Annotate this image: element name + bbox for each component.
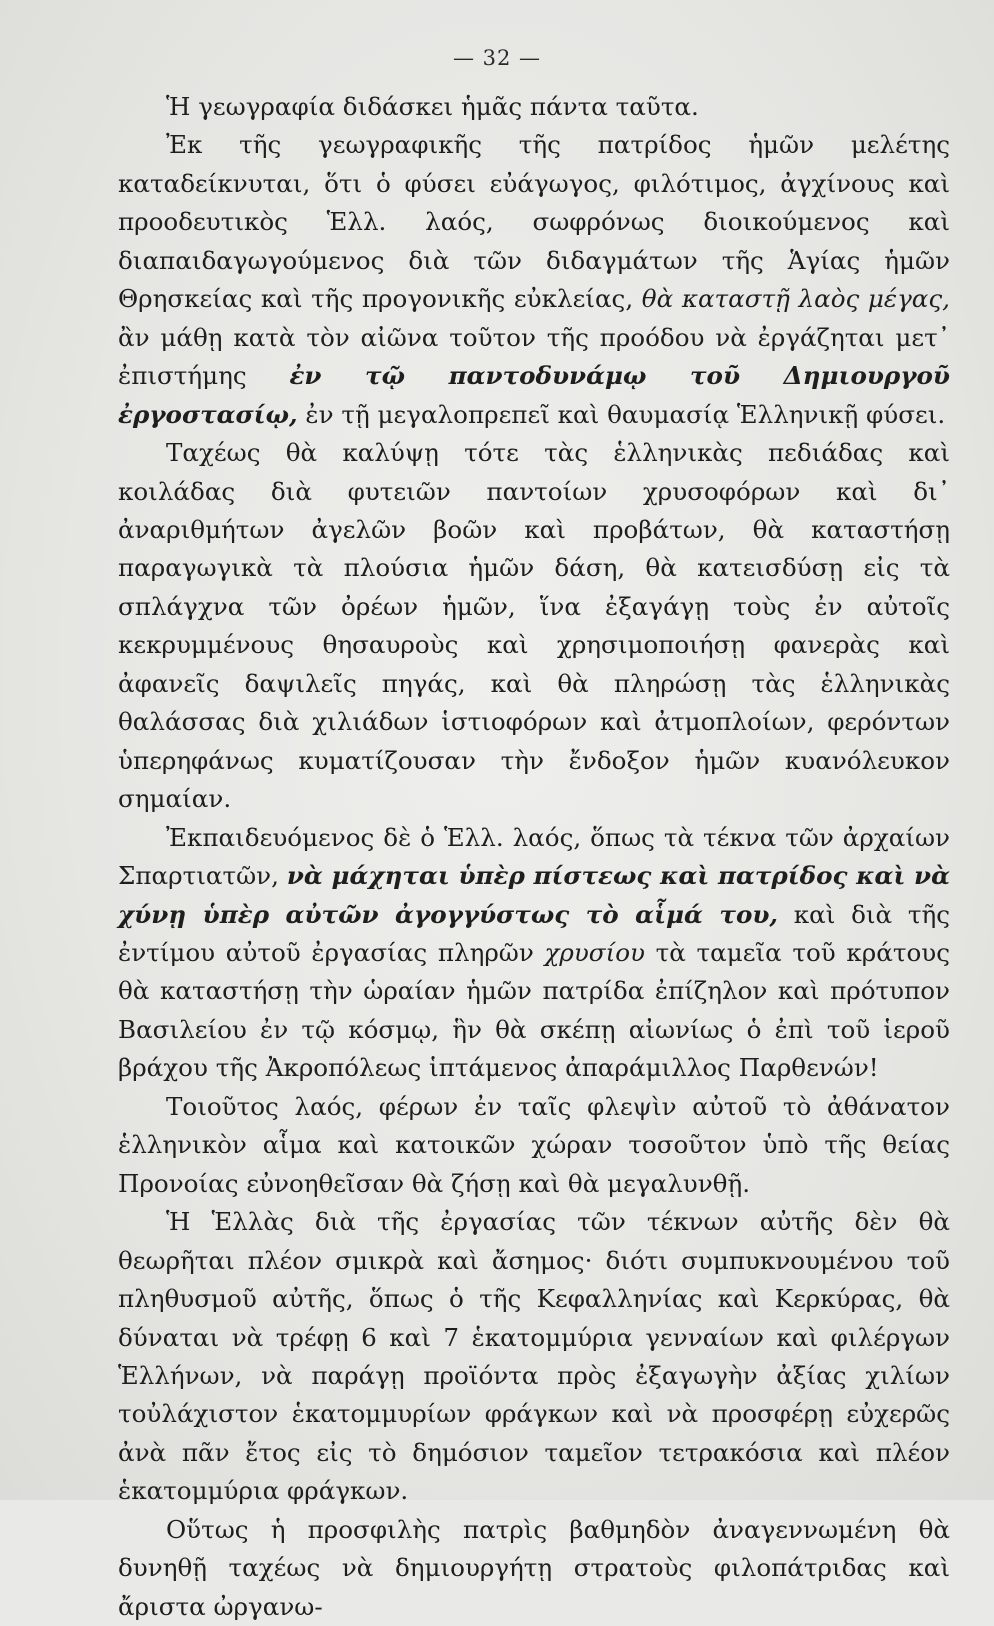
text-run: Ταχέως θὰ καλύψῃ τότε τὰς ἑλληνικὰς πεδιάδας καὶ κοιλάδας διὰ φυτειῶν παντοίων χρυσοφόρων καὶ δι᾽ ἀναριθμήτων ἀγελῶν βοῶν καὶ προβάτων, θὰ καταστήσῃ παραγωγικὰ τὰ πλούσια ἡμῶν δάση, θὰ κατεισδύσῃ εἰς τὰ σπλάγχνα τῶν ὀρέων ἡμῶν, ἵνα ἐξαγάγῃ τοὺς ἐν αὐτοῖς κεκρυμμένους θησαυροὺς καὶ χρησιμοποιήσῃ φανερὰς καὶ ἀφανεῖς δαψιλεῖς πηγάς, καὶ θὰ πληρώσῃ τὰς ἑλληνικὰς θαλάσσας διὰ χιλιάδων ἱστιοφόρων καὶ ἀτμοπλοίων, φερόντων ὑπερηφάνως κυματίζουσαν τὴν ἔνδοξον ἡμῶν κυανόλευκον σημαίαν.	[118, 438, 950, 814]
paragraph-4	[118, 819, 950, 1088]
emphasized-text: ἐν τῷ παντοδυνάμῳ τοῦ Δημιουργοῦ ἐργοστασίῳ,	[118, 361, 950, 429]
paragraph-1	[118, 88, 950, 126]
emphasized-text: χρυσίου	[544, 937, 645, 967]
body-text	[118, 88, 950, 1626]
text-run: Ἐκ τῆς γεωγραφικῆς τῆς πατρίδος ἡμῶν μελέτης καταδείκνυται, ὅτι ὁ φύσει εὐάγωγος, φιλότιμος, ἀγχίνους καὶ προοδευτικὸς Ἑλλ. λαός, σωφρόνως διοικούμενος καὶ διαπαιδαγωγούμενος διὰ τῶν διδαγμάτων τῆς Ἁγίας ἡμῶν Θρησκείας καὶ τῆς προγονικῆς εὐκλείας,	[118, 130, 950, 314]
text-run: Ἐκπαιδευόμενος δὲ ὁ Ἑλλ. λαός, ὅπως τὰ τέκνα τῶν ἀρχαίων Σπαρτιατῶν,	[118, 822, 950, 891]
text-run: τὰ ταμεῖα τοῦ κράτους θὰ καταστήσῃ τὴν ὡραίαν ἡμῶν πατρίδα ἐπίζηλον καὶ πρότυπον Βασιλείου ἐν τῷ κόσμῳ, ἣν θὰ σκέπῃ αἰωνίως ὁ ἐπὶ τοῦ ἱεροῦ βράχου τῆς Ἀκροπόλεως ἱπτάμενος ἀπαράμιλλος Παρθενών!	[118, 937, 950, 1083]
paragraph-7	[118, 1511, 950, 1626]
text-run: Ἡ Ἑλλὰς διὰ τῆς ἐργασίας τῶν τέκνων αὐτῆς δὲν θὰ θεωρῆται πλέον σμικρὰ καὶ ἄσημος· διότι συμπυκνουμένου τοῦ πληθυσμοῦ αὐτῆς, ὅπως ὁ τῆς Κεφαλληνίας καὶ Κερκύρας, θὰ δύναται νὰ τρέφῃ 6 καὶ 7 ἑκατομμύρια γενναίων καὶ φιλέργων Ἑλλήνων, νὰ παράγῃ προϊόντα πρὸς ἐξαγωγὴν ἀξίας χιλίων τοὐλάχιστον ἑκατομμυρίων φράγκων καὶ νὰ προσφέρῃ εὐχερῶς ἀνὰ πᾶν ἔτος εἰς τὸ δημόσιον ταμεῖον τετρακόσια καὶ πλέον ἑκατομμύρια φράγκων.	[118, 1207, 950, 1506]
paragraph-2	[118, 126, 950, 434]
text-run: καὶ διὰ τῆς ἐντίμου αὐτοῦ ἐργασίας πληρῶν	[118, 899, 950, 967]
emphasized-text: θὰ καταστῇ λαὸς μέγας,	[641, 284, 950, 314]
text-run: Οὕτως ἡ προσφιλὴς πατρὶς βαθμηδὸν ἀναγεννωμένη θὰ δυνηθῇ ταχέως νὰ δημιουργήτῃ στρατοὺς φιλοπάτριδας καὶ ἄριστα ὠργανω-	[118, 1514, 950, 1621]
text-run: ἂν μάθῃ κατὰ τὸν αἰῶνα τοῦτον τῆς προόδου νὰ ἐργάζηται μετ᾽ ἐπιστήμης	[118, 322, 950, 391]
text-run: ἐν τῇ μεγαλοπρεπεῖ καὶ θαυμασίᾳ Ἑλληνικῇ φύσει.	[297, 399, 946, 429]
text-run: Ἡ γεωγραφία διδάσκει ἡμᾶς πάντα ταῦτα.	[166, 92, 699, 121]
paragraph-6	[118, 1203, 950, 1511]
paragraph-5	[118, 1088, 950, 1203]
emphasized-text: νὰ μάχηται ὑπὲρ πίστεως καὶ πατρίδος καὶ νὰ χύνῃ ὑπὲρ αὐτῶν ἀγογγύστως τὸ αἷμά του,	[118, 861, 950, 929]
paragraph-3	[118, 434, 950, 819]
page-number: — 32 —	[452, 46, 542, 70]
text-run: Τοιοῦτος λαός, φέρων ἐν ταῖς φλεψὶν αὐτοῦ τὸ ἀθάνατον ἑλληνικὸν αἷμα καὶ κατοικῶν χώραν τοσοῦτον ὑπὸ τῆς θείας Προνοίας εὐνοηθεῖσαν θὰ ζήσῃ καὶ θὰ μεγαλυνθῇ.	[118, 1091, 950, 1198]
